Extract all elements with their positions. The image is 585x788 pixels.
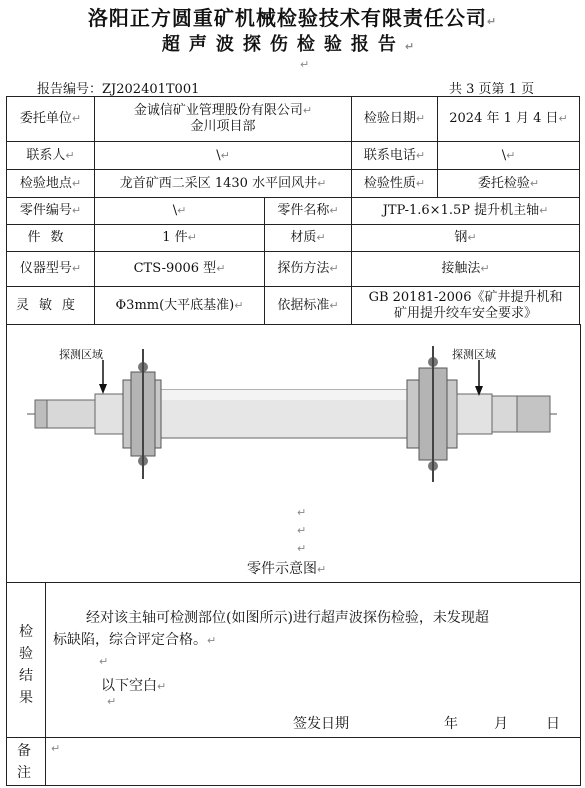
part-name-label: 零件名称↵ [265,198,352,225]
zone-label-right: 探测区域 [452,348,496,361]
quantity-label: 件数 [7,225,95,252]
contact-value: \↵ [95,142,352,170]
notes-section [6,737,581,786]
instrument-value: CTS-9006 型↵ [95,252,265,287]
left-shoulder [95,394,125,434]
location-label: 检验地点↵ [7,170,95,198]
sensitivity-value: Φ3mm(大平底基准)↵ [95,287,265,325]
material-value: 钢↵ [352,225,580,252]
notes-label: 备 注 [7,738,46,785]
blank-note: 以下空白↵ [101,678,167,694]
zone-label-left: 探测区域 [59,348,103,361]
result-text-line2: 标缺陷，综合评定合格。↵ [53,632,217,648]
quantity-value: 1 件↵ [95,225,265,252]
paragraph-mark: ↵ [300,58,310,71]
result-label: 检 验 结 果 [7,583,46,738]
standard-value: GB 20181-2006《矿井提升机和 矿用提升绞车安全要求》 [352,287,580,325]
shaft-diagram [7,324,580,582]
material-label: 材质↵ [265,225,352,252]
figure-area [6,324,581,582]
part-no-value: \↵ [95,198,265,225]
instrument-label: 仪器型号↵ [7,252,95,287]
standard-label: 依据标准↵ [265,287,352,325]
method-value: 接触法↵ [352,252,580,287]
left-arrow-head [99,384,107,394]
figure-caption: 零件示意图↵ [247,561,327,577]
right-shaft-end [517,396,550,432]
paragraph-mark: ↵ [297,542,307,555]
issue-month: 月 [494,716,508,732]
shaft-highlight [125,390,415,400]
phone-label: 联系电话↵ [352,142,438,170]
issue-day: 日 [546,716,560,732]
contact-label: 联系人↵ [7,142,95,170]
issue-year: 年 [444,716,458,732]
result-section [6,582,581,738]
phone-value: \↵ [438,142,580,170]
method-label: 探伤方法↵ [265,252,352,287]
nature-value: 委托检验↵ [438,170,580,198]
paragraph-mark: ↵ [297,524,307,537]
report-title: 超声波探伤检验报告↵ [161,34,424,55]
page-count: 共 3 页第 1 页 [449,82,535,97]
client-label: 委托单位↵ [7,97,95,142]
info-table [6,96,580,325]
paragraph-mark: ↵ [107,695,117,708]
sensitivity-label: 灵敏度 [7,287,95,325]
paragraph-mark: ↵ [51,742,61,755]
result-text-line1: 经对该主轴可检测部位(如图所示)进行超声波探伤检验，未发现超 [86,610,489,626]
part-name-value: JTP-1.6×1.5P 提升机主轴↵ [352,198,580,225]
nature-label: 检验性质↵ [352,170,438,198]
report-number: 报告编号：ZJ202401T001 [37,82,200,97]
left-shaft-end [35,400,47,428]
right-shoulder [457,394,492,434]
issue-date-label: 签发日期 [293,716,349,732]
part-no-label: 零件编号↵ [7,198,95,225]
location-value: 龙首矿西二采区 1430 水平回风井↵ [95,170,352,198]
date-label: 检验日期↵ [352,97,438,142]
date-value: 2024 年 1 月 4 日↵ [438,97,580,142]
paragraph-mark: ↵ [297,506,307,519]
client-value: 金诚信矿业管理股份有限公司↵ 金川项目部 [95,97,352,142]
company-title: 洛阳正方圆重矿机械检验技术有限责任公司↵ [87,6,498,30]
paragraph-mark: ↵ [99,655,109,668]
